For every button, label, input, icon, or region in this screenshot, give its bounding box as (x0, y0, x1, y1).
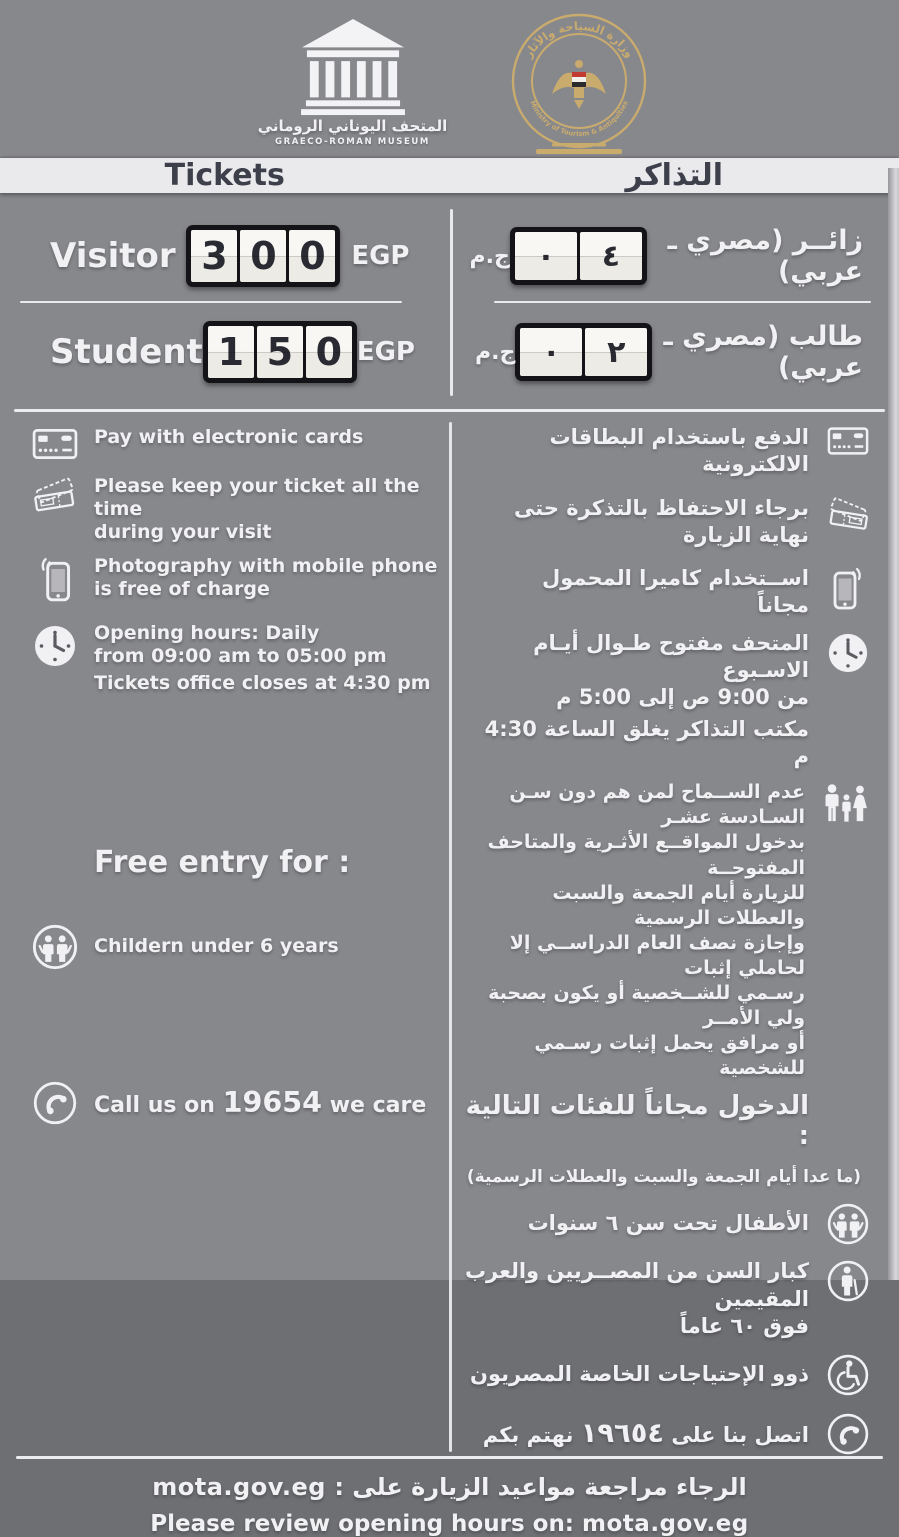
website-url: mota.gov.eg (582, 1511, 749, 1537)
info-text: is free of charge (94, 578, 270, 600)
museum-name-english: GRAECO-ROMAN MUSEUM (245, 137, 460, 147)
visitor-label-en: Visitor (50, 236, 176, 276)
card-icon (823, 424, 873, 457)
tickets-title-ar: التذاكر (450, 158, 899, 193)
free-entry-exception-note: (ما عدا أيام الجمعة والسبت والعطلات الرسمية) (464, 1167, 862, 1187)
ministry-name-english: Ministry of Tourism & Antiquities (528, 100, 629, 139)
flip-digit: 3 (191, 230, 237, 282)
info-text: بدخول المواقــع الأثـرية والمتاحف المفتوحــة (488, 831, 805, 878)
info-text: from 09:00 am to 05:00 pm (94, 645, 387, 667)
info-text: during your visit (94, 521, 272, 543)
price-column-divider (450, 209, 453, 396)
hotline-number: ١٩٦٥٤ (581, 1418, 664, 1449)
mobile-phone-icon (823, 565, 873, 612)
info-text: Pay with electronic cards (94, 426, 363, 448)
info-text: نهتم بكم (483, 1423, 581, 1447)
phone-call-icon (30, 1079, 80, 1126)
info-text: أو مرافق يحمل إثبات رسـمي للشخصية (534, 1032, 805, 1079)
info-text: كبار السن من المصــريين والعرب المقيمين (465, 1259, 809, 1310)
info-text: اســتخدام كاميرا المحمول (542, 566, 809, 590)
footer-bar (0, 1459, 899, 1537)
info-text: Call us on (94, 1093, 223, 1118)
info-text: Opening hours: Daily (94, 622, 319, 644)
info-text: رسـمي للشــخصية أو يكون بصحبة ولي الأمــر (488, 982, 805, 1029)
flip-digit: ٢ (585, 328, 647, 376)
student-price-counter-en (203, 321, 357, 383)
visitor-price-counter-en (186, 225, 340, 287)
info-text: وإجازة نصف العام الدراســي إلا لحاملي إثبات (510, 932, 805, 979)
museum-logo (245, 17, 460, 147)
currency-label-ar: ج.م (470, 244, 510, 269)
info-text: للزيارة أيام الجمعة والسبت والعطلات الرسمية (552, 882, 805, 929)
info-item (464, 630, 874, 770)
museum-name-arabic: المتحف اليوناني الروماني (245, 117, 460, 135)
info-text: Please keep your ticket all the time (94, 475, 420, 520)
currency-label-en: EGP (357, 337, 415, 367)
greek-temple-icon (289, 17, 417, 117)
info-column-arabic (450, 412, 899, 1456)
footer-text: Please review opening hours on: (150, 1511, 582, 1537)
free-entry-heading-en: Free entry for : (94, 845, 438, 880)
info-item (30, 475, 438, 545)
info-text: فوق ٦٠ عاماً (680, 1314, 809, 1338)
price-table (0, 193, 899, 412)
ministry-logo (504, 6, 654, 158)
age-restriction-item (464, 780, 874, 1081)
info-text: برجاء الاحتفاظ بالتذكرة حتى نهاية الزيارة (464, 495, 810, 550)
clock-icon (823, 630, 873, 675)
info-text: ذوو الإحتياجات الخاصة المصريون (470, 1361, 809, 1388)
info-text: مجاناً (757, 593, 809, 617)
flip-digit: ٠ (515, 232, 577, 280)
wheelchair-icon (823, 1352, 873, 1397)
info-text: الالكترونية (702, 452, 809, 476)
free-entry-item (464, 1201, 874, 1246)
footer-text: الرجاء مراجعة مواعيد الزيارة على : (334, 1473, 746, 1501)
tickets-icon (823, 495, 873, 534)
info-text: Tickets office closes at 4:30 pm (94, 672, 431, 695)
eagle-icon (552, 60, 606, 109)
student-label-en: Student (50, 332, 203, 372)
flip-digit: 0 (306, 326, 352, 378)
info-item (30, 555, 438, 604)
flip-digit: ٠ (520, 328, 582, 376)
free-entry-item (30, 922, 438, 971)
free-entry-item (464, 1352, 874, 1397)
currency-label-en: EGP (351, 241, 409, 271)
svg-text:وزارة السياحة والآثار (520, 19, 637, 61)
hotline-number: 19654 (223, 1085, 322, 1119)
visitor-price-counter-ar (510, 227, 647, 285)
info-item (464, 495, 874, 550)
footer-note-en (0, 1511, 899, 1537)
family-icon (819, 780, 873, 825)
info-text: Photography with mobile phone (94, 555, 437, 577)
info-item (30, 622, 438, 696)
tickets-title-en: Tickets (0, 158, 450, 193)
tickets-icon (30, 475, 80, 516)
info-text: الدفع باستخدام البطاقات (549, 425, 809, 449)
ministry-name-arabic: وزارة السياحة والآثار (520, 19, 637, 61)
info-text: we care (322, 1093, 426, 1118)
call-us-item (464, 1411, 874, 1456)
footer-note-ar (0, 1473, 899, 1501)
info-text: الأطفال تحت سن ٦ سنوات (528, 1210, 809, 1237)
flip-digit: 5 (257, 326, 303, 378)
currency-label-ar: ج.م (475, 340, 515, 365)
card-icon (30, 426, 80, 461)
info-item (30, 426, 438, 461)
info-text: عدم الســماح لمن هم دون سـن السـادسة عشـر (509, 781, 805, 828)
sign-edge (888, 168, 899, 1280)
header-bar (0, 158, 899, 193)
info-section (0, 412, 899, 1456)
info-item (464, 565, 874, 620)
children-icon (30, 922, 80, 971)
info-text: Childern under 6 years (94, 935, 339, 958)
free-entry-item (464, 1258, 874, 1340)
flip-digit: 1 (208, 326, 254, 378)
info-column-divider (449, 422, 452, 1452)
website-url: mota.gov.eg (152, 1473, 326, 1501)
flip-digit: ٤ (580, 232, 642, 280)
egypt-eagle-emblem-icon (504, 6, 654, 158)
info-text: مكتب التذاكر يغلق الساعة 4:30 م (464, 716, 810, 771)
call-us-item (30, 1079, 438, 1126)
elderly-icon (823, 1258, 873, 1303)
info-text: اتصل بنا على (664, 1423, 809, 1447)
student-label-ar: طالب (مصري ـ عربي) (652, 321, 863, 383)
logos-row (0, 0, 899, 158)
mobile-phone-icon (30, 555, 80, 604)
free-entry-heading-ar: الدخول مجاناً للفئات التالية : (464, 1091, 810, 1151)
student-price-counter-ar (515, 323, 652, 381)
visitor-label-ar: زائــر (مصري ـ عربي) (647, 225, 863, 287)
children-icon (823, 1201, 873, 1246)
phone-call-icon (823, 1411, 873, 1456)
clock-icon (30, 622, 80, 669)
info-column-english (0, 412, 450, 1456)
info-text: من 9:00 ص إلى 5:00 م (556, 685, 809, 709)
info-item (464, 424, 874, 479)
flip-digit: 0 (289, 230, 335, 282)
flip-digit: 0 (240, 230, 286, 282)
info-text: المتحف مفتوح طـوال أيـام الاسـبوع (533, 631, 809, 682)
